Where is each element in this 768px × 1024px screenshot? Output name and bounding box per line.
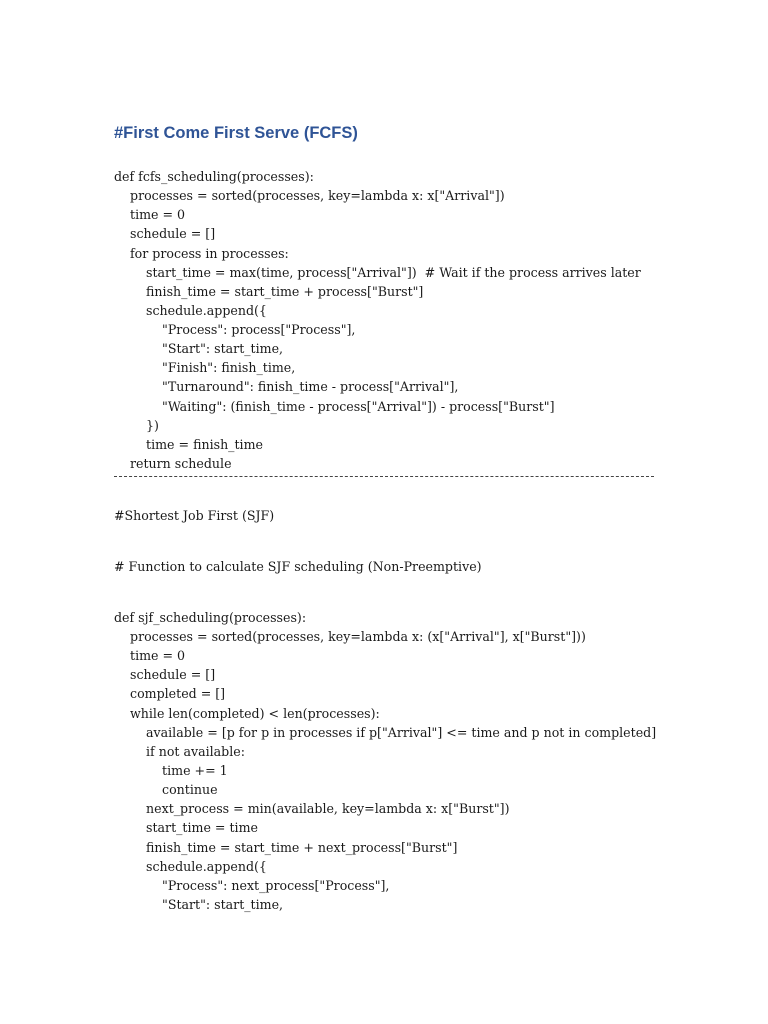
code-line: "Start": start_time, [114, 341, 284, 356]
dashed-divider [114, 476, 654, 477]
code-line: schedule.append({ [114, 859, 267, 874]
code-line: def sjf_scheduling(processes): [114, 610, 307, 625]
code-line: for process in processes: [114, 246, 289, 261]
code-line: completed = [] [114, 686, 226, 701]
sjf-comment: # Function to calculate SJF scheduling (Non-Preemptive) [114, 559, 482, 574]
section-title-sjf: #Shortest Job First (SJF) [114, 508, 275, 523]
code-line: time = 0 [114, 207, 186, 222]
code-line: if not available: [114, 744, 245, 759]
code-line: finish_time = start_time + next_process["Burst"] [114, 840, 458, 855]
code-line: time += 1 [114, 763, 228, 778]
code-line: start_time = max(time, process["Arrival"]) # Wait if the process arrives later [114, 265, 641, 280]
code-line: }) [114, 418, 159, 433]
code-line: while len(completed) < len(processes): [114, 706, 380, 721]
code-line: schedule.append({ [114, 303, 267, 318]
code-line: "Process": next_process["Process"], [114, 878, 390, 893]
code-line: finish_time = start_time + process["Burst"] [114, 284, 424, 299]
code-line: time = 0 [114, 648, 186, 663]
code-line: "Waiting": (finish_time - process["Arrival"]) - process["Burst"] [114, 399, 555, 414]
code-line: return schedule [114, 456, 232, 471]
code-line: "Start": start_time, [114, 897, 284, 912]
code-line: time = finish_time [114, 437, 263, 452]
section-heading-fcfs: #First Come First Serve (FCFS) [114, 124, 358, 142]
code-line: schedule = [] [114, 226, 216, 241]
code-line: schedule = [] [114, 667, 216, 682]
code-line: available = [p for p in processes if p["Arrival"] <= time and p not in completed] [114, 725, 657, 740]
code-line: "Process": process["Process"], [114, 322, 356, 337]
code-line: processes = sorted(processes, key=lambda x: (x["Arrival"], x["Burst"])) [114, 629, 586, 644]
code-line: "Finish": finish_time, [114, 360, 296, 375]
code-line: start_time = time [114, 820, 258, 835]
code-line: continue [114, 782, 218, 797]
code-line: processes = sorted(processes, key=lambda x: x["Arrival"]) [114, 188, 505, 203]
code-line: next_process = min(available, key=lambda x: x["Burst"]) [114, 801, 510, 816]
code-line: def fcfs_scheduling(processes): [114, 169, 314, 184]
code-line: "Turnaround": finish_time - process["Arrival"], [114, 379, 459, 394]
